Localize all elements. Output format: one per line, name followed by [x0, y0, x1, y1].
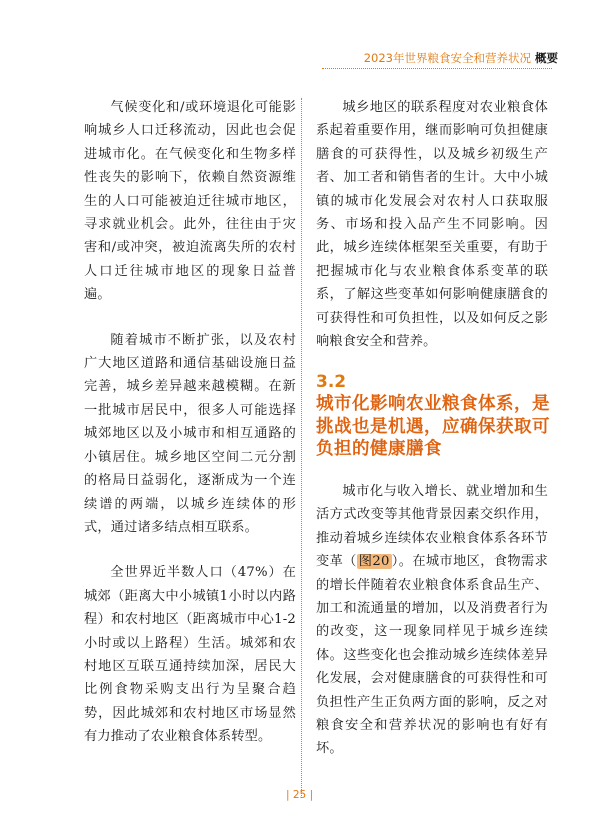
running-header	[364, 50, 558, 66]
right-column-body	[316, 480, 548, 761]
figure-reference-link[interactable]: 图20	[358, 554, 390, 570]
paragraph: 全世界近半数人口（47%）在城郊（距离大中小城镇1小时以内路程）和农村地区（距离城市中心1-2小时或以上路程）生活。城郊和农村地区互联互通持续加深，居民大比例食物采购支出行为呈聚合趋势，因此城郊和农村地区市场显然有力推动了农业粮食体系转型。	[84, 565, 296, 745]
section-title: 城市化影响农业粮食体系，是挑战也是机遇，应确保获取可负担的健康膳食	[316, 394, 550, 459]
paragraph: 随着城市不断扩张，以及农村广大地区道路和通信基础设施日益完善，城乡差异越来越模糊。在新一批城市居民中，很多人可能选择城郊地区以及小城市和相互通路的小镇居住。城乡地区空间二元分割的格局日益弱化，逐渐成为一个连续谱的两端，以城乡连续体的形式，通过诸多结点相互联系。	[84, 332, 296, 535]
page-number: | 25 |	[286, 789, 314, 801]
body-text: ）。在城市地区，食物需求的增长伴随着农业粮食体系食品生产、加工和流通量的增加，以及消费者行为的改变，这一现象同样见于城乡连续体。这些变化也会推动城乡连续体差异化发展，会对健康膳食的可获得性和可负担性产生正负两方面的影响，反之对粮食安全和营养状况的影响也有好有坏。	[316, 554, 548, 757]
header-subtitle: 概要	[535, 51, 558, 65]
section-number: 3.2	[316, 372, 347, 392]
column-divider	[301, 98, 302, 798]
paragraph: 城乡地区的联系程度对农业粮食体系起着重要作用，继而影响可负担健康膳食的可获得性，以及城乡初级生产者、加工者和销售者的生计。大中小城镇的城市化发展会对农村人口获取服务、市场和投入品产生不同影响。因此，城乡连续体框架至关重要，有助于把握城市化与农业粮食体系变革的联系，了解这些变革如何影响健康膳食的可获得性和可负担性，以及如何反之影响粮食安全和营养。	[316, 100, 548, 350]
left-column	[84, 96, 296, 749]
header-title: 2023年世界粮食安全和营养状况	[363, 51, 531, 65]
right-column-intro	[316, 96, 548, 353]
paragraph: 气候变化和/或环境退化可能影响城乡人口迁移流动，因此也会促进城市化。在气候变化和生物多样性丧失的影响下，依赖自然资源维生的人口可能被迫迁往城市地区，寻求就业机会。此外，往往由于灾害和/或冲突，被迫流离失所的农村人口迁往城市地区的现象日益普遍。	[84, 100, 296, 303]
paragraph	[316, 480, 548, 761]
header-rule	[322, 68, 552, 69]
body-text: 城市化与收入增长、就业增加和生活方式改变等其他背景因素交织作用，推动着城乡连续体农业粮食体系各环节变革（	[316, 484, 548, 570]
